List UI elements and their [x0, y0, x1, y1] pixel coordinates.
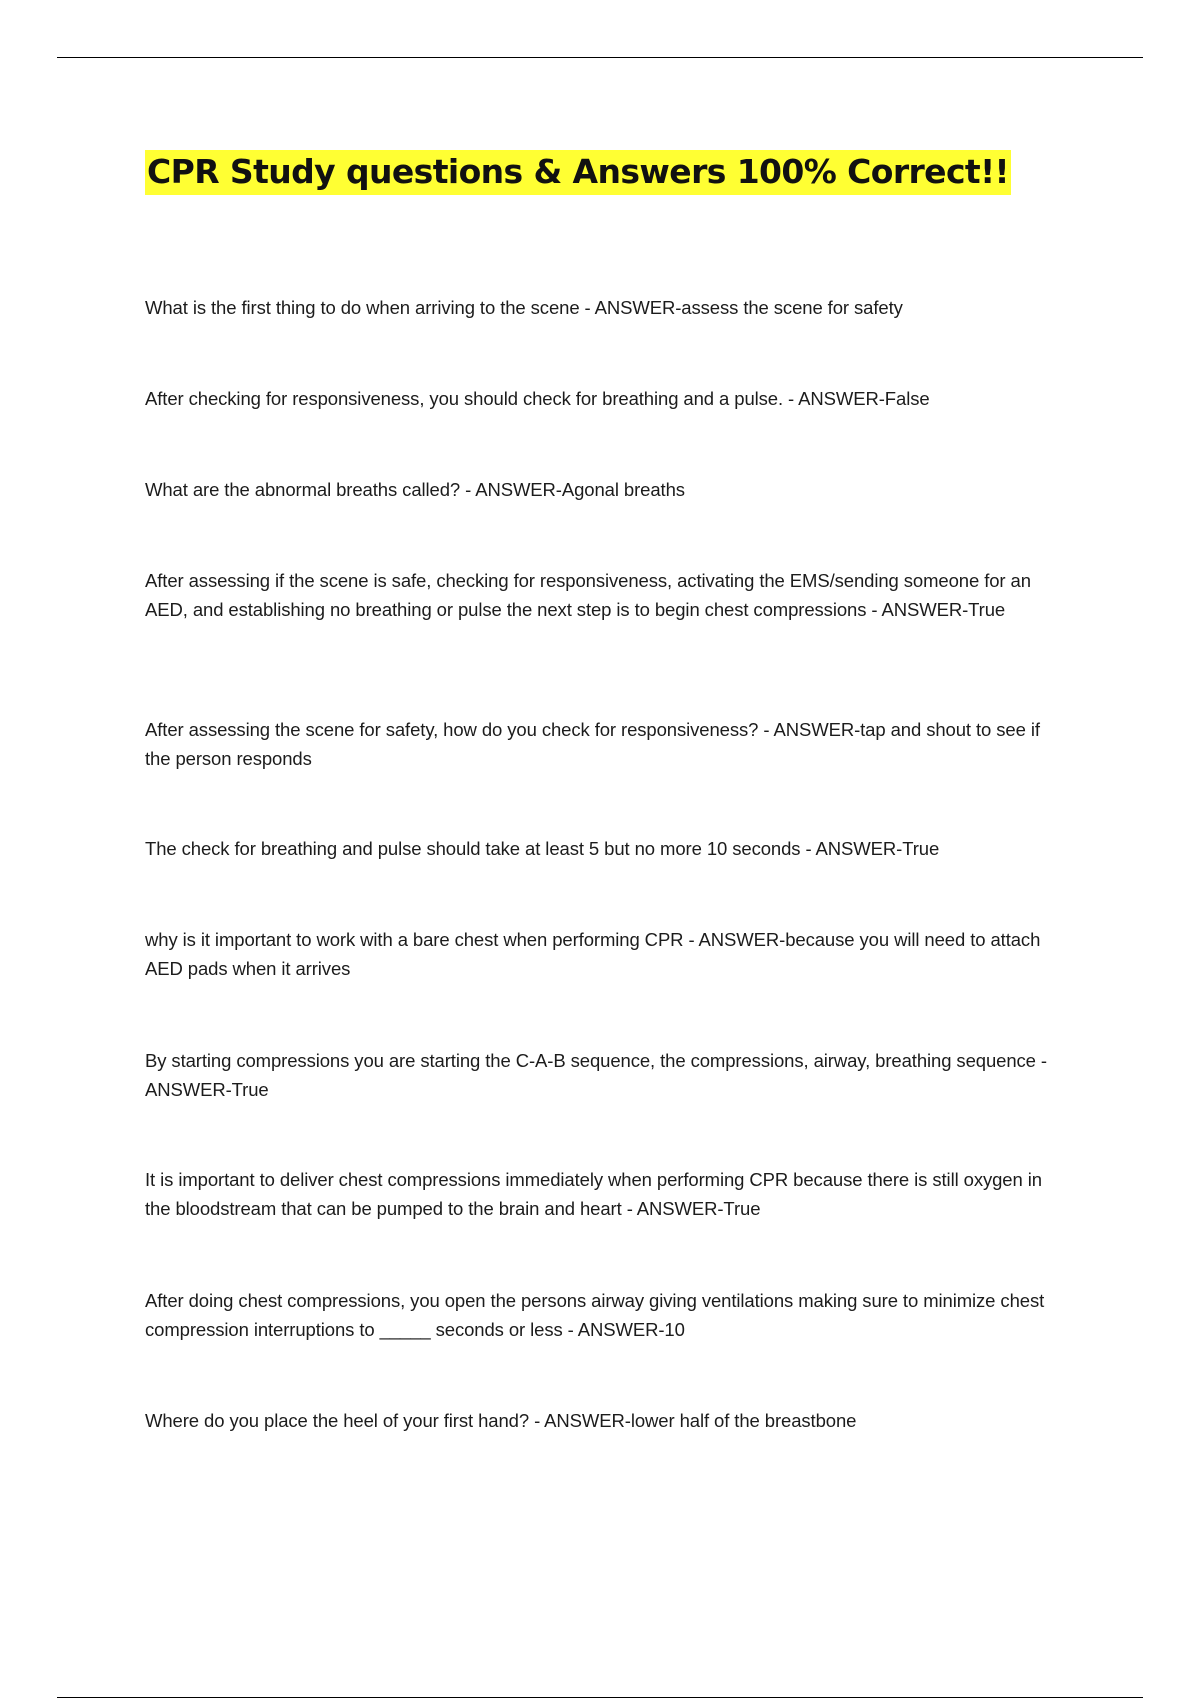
title-block	[145, 145, 1075, 199]
qa-item-9: It is important to deliver chest compressions immediately when performing CPR because there is still oxygen in the bloodstream that can be pumped to the brain and heart - ANSWER-True	[145, 1169, 1042, 1219]
qa-item-2: After checking for responsiveness, you should check for breathing and a pulse. - ANSWER-False	[145, 388, 930, 409]
page-title: CPR Study questions & Answers 100% Correct!!	[145, 150, 1011, 195]
qa-item-3: What are the abnormal breaths called? - ANSWER-Agonal breaths	[145, 479, 685, 500]
qa-item-4: After assessing if the scene is safe, checking for responsiveness, activating the EMS/sending someone for an AED, and establishing no breathing or pulse the next step is to begin chest compressions - ANSWER-True	[145, 570, 1031, 620]
qa-item-1: What is the first thing to do when arriving to the scene - ANSWER-assess the scene for safety	[145, 297, 903, 318]
qa-item-10: After doing chest compressions, you open the persons airway giving ventilations making sure to minimize chest compression interruptions to _____ seconds or less - ANSWER-10	[145, 1290, 1045, 1340]
qa-item-6: The check for breathing and pulse should take at least 5 but no more 10 seconds - ANSWER-True	[145, 838, 940, 859]
top-rule	[57, 57, 1143, 58]
qa-item-7: why is it important to work with a bare chest when performing CPR - ANSWER-because you will need to attach AED pads when it arrives	[145, 929, 1041, 979]
qa-item-5: After assessing the scene for safety, how do you check for responsiveness? - ANSWER-tap and shout to see if the person responds	[145, 719, 1040, 769]
bottom-rule	[57, 1697, 1143, 1698]
qa-item-11: Where do you place the heel of your first hand? - ANSWER-lower half of the breastbone	[145, 1410, 857, 1431]
qa-item-8: By starting compressions you are starting the C-A-B sequence, the compressions, airway, breathing sequence - ANSWER-True	[145, 1050, 1047, 1100]
